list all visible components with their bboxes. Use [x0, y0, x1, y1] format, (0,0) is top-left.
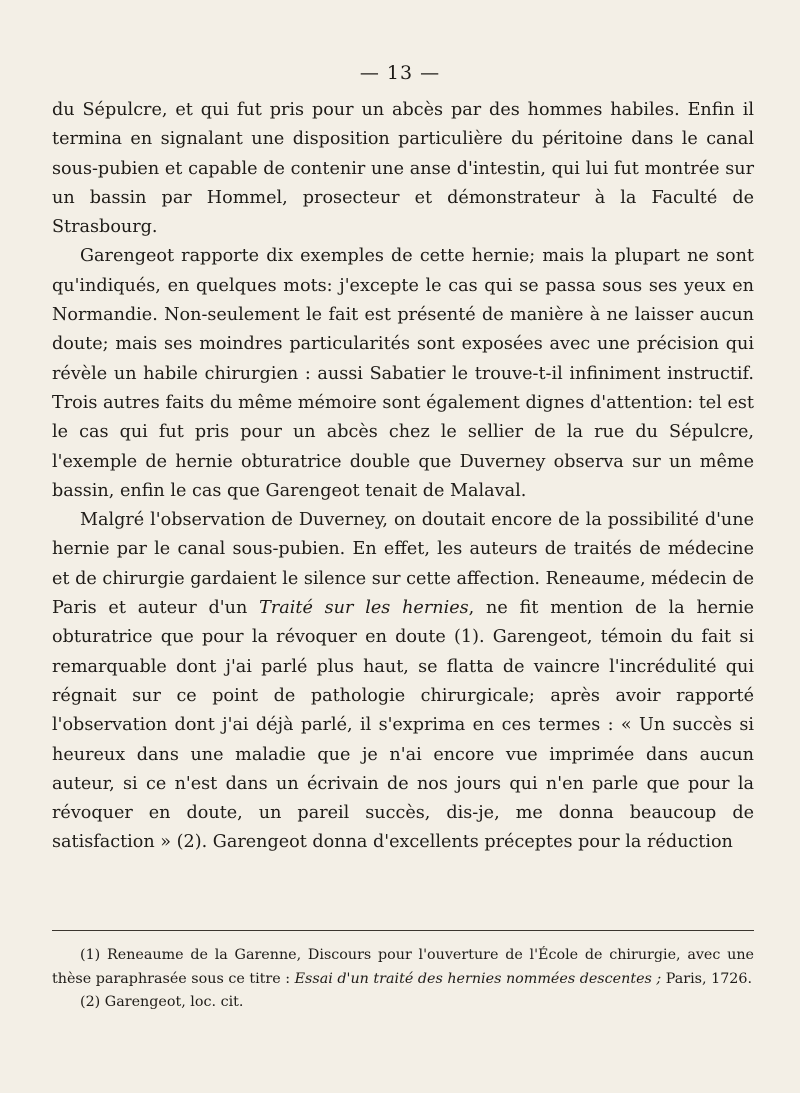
- book-title-italic: Traité sur les hernies: [259, 598, 469, 619]
- paragraph-2-text: Garengeot rapporte dix exemples de cette hernie; mais la plupart ne sont qu'indiqués, en quelques mots: j'excepte le cas qui se passa sous ses yeux en Normandie. Non-seulement le fait est présenté de manière à ne laisser aucun doute; mais ses moindres particularités sont exposées avec une précision qui révèle un habile chirurgien : aussi Sabatier le trouve-t-il infiniment instructif. Trois autres faits du même mémoire sont également dignes d'attention: tel est le cas qui fut pris pour un abcès chez le sellier de la rue du Sépulcre, l'exemple de hernie obturatrice double que Duverney observa sur un même bassin, enfin le cas que Garengeot tenait de Malaval.: [52, 246, 754, 501]
- paragraph-2: [52, 242, 754, 506]
- footnote-2-text: (2) Garengeot, loc. cit.: [80, 994, 244, 1010]
- footnote-1-text: (1) Reneaume de la Garenne, Discours pour l'ouverture de l'École de chirurgie, avec une thèse paraphrasée sous ce titre :: [52, 947, 754, 987]
- footnote-1-end: Paris, 1726.: [661, 970, 753, 987]
- page-number: — 13 —: [359, 62, 441, 84]
- paragraph-1-text: du Sépulcre, et qui fut pris pour un abcès par des hommes habiles. Enfin il termina en signalant une disposition particulière du péritoine dans le canal sous-pubien et capable de contenir une anse d'intestin, qui lui fut montrée sur un bassin par Hommel, prosecteur et démonstrateur à la Faculté de Strasbourg.: [52, 100, 754, 238]
- paragraph-3-text-start: Malgré l'observation de Duverney, on doutait encore de la possibilité d'une hernie par le canal sous-pubien. En effet, les auteurs de traités de médecine et de chirurgie gardaient le silence sur cette affection. Reneaume, médecin de Paris et auteur d'un: [52, 510, 754, 619]
- footnote-2: [52, 991, 754, 1015]
- footnote-1: [52, 944, 754, 991]
- footnote-divider: [52, 930, 754, 931]
- main-text: [52, 96, 754, 858]
- paragraph-3-text-end: , ne fit mention de la hernie obturatrice que pour la révoquer en doute (1). Garengeot, témoin du fait si remarquable dont j'ai parlé plus haut, se flatta de vaincre l'incrédulité qui régnait sur ce point de pathologie chirurgicale; après avoir rapporté l'observation dont j'ai déjà parlé, il s'exprima en ces termes : « Un succès si heureux dans une maladie que je n'ai encore vue imprimée dans aucun auteur, si ce n'est dans un écrivain de nos jours qui n'en parle que pour la révoquer en doute, un pareil succès, dis-je, me donna beaucoup de satisfaction » (2). Garengeot donna d'excellents préceptes pour la réduction: [52, 598, 754, 853]
- footnotes: [52, 944, 754, 1015]
- paragraph-1: [52, 96, 754, 242]
- footnote-1-title: Essai d'un traité des hernies nommées descentes ;: [294, 970, 662, 987]
- paragraph-3: [52, 506, 754, 858]
